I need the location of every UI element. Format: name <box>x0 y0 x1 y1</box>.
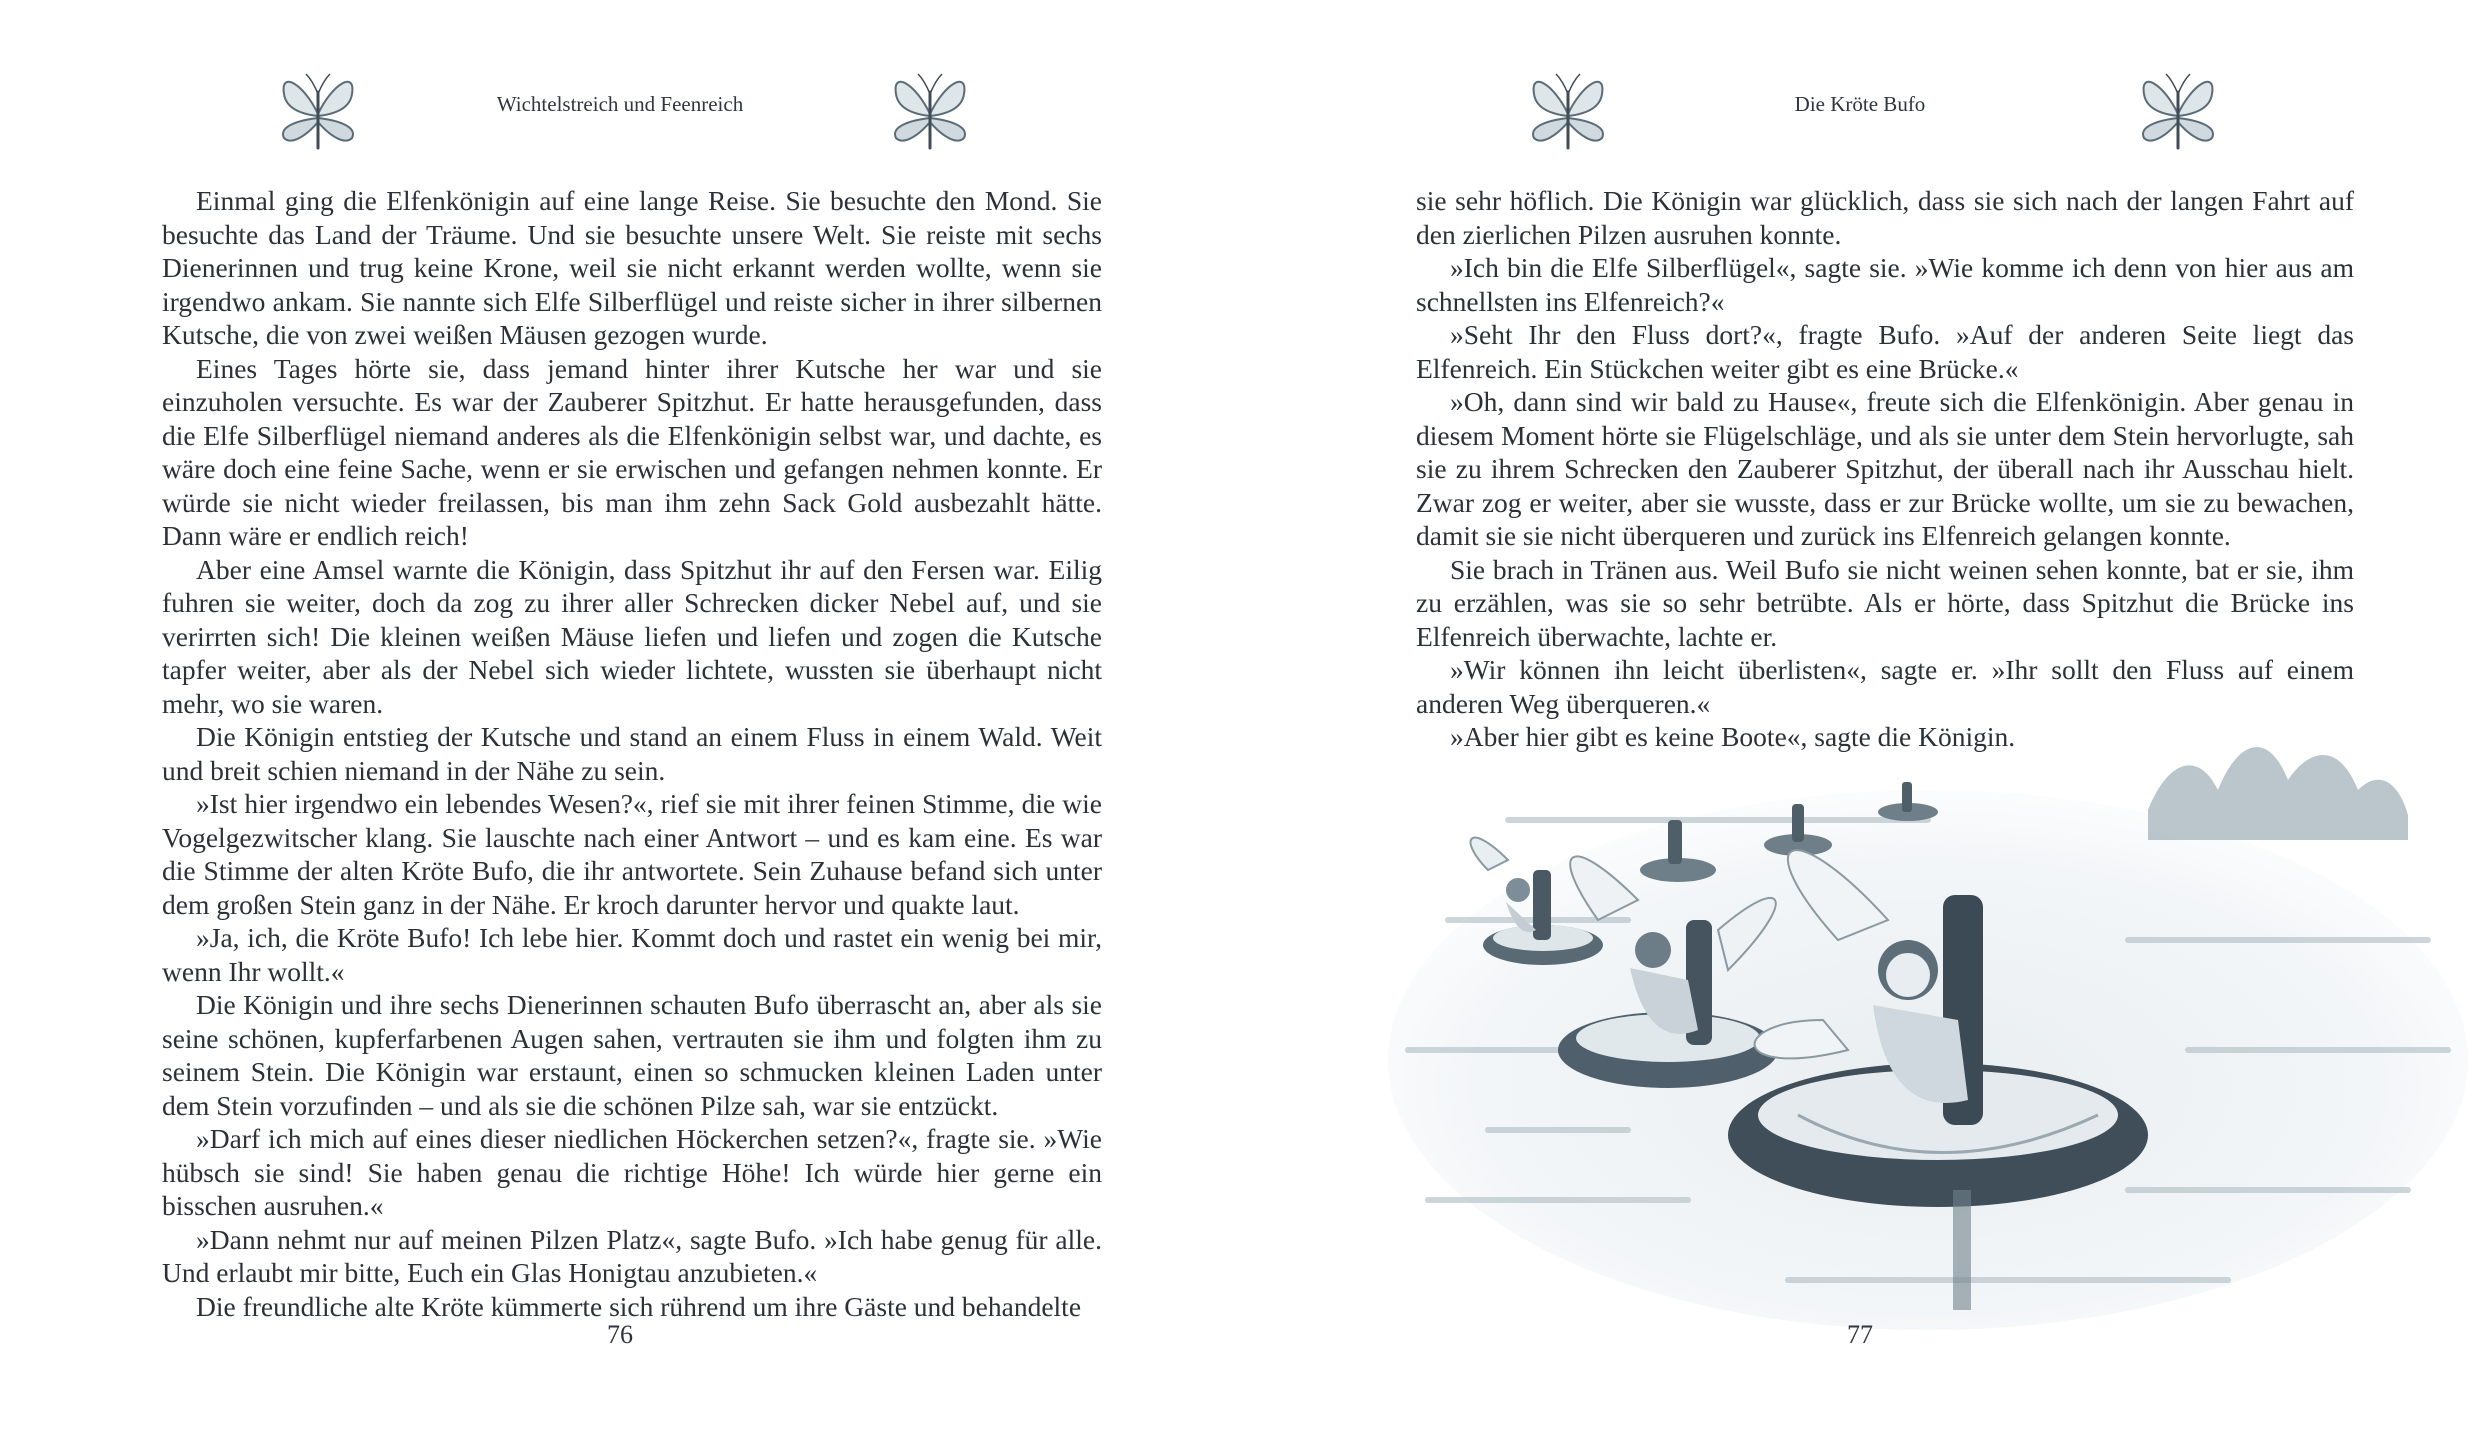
paragraph: »Darf ich mich auf eines dieser niedlichen Höckerchen setzen?«, fragte sie. »Wie hübsch sie sind! Sie haben genau die richtige Höhe! Ich würde hier gerne ein bisschen ausruhen.« <box>162 1123 1102 1221</box>
running-head: Die Kröte Bufo <box>1794 92 1926 116</box>
paragraph: »Aber hier gibt es keine Boote«, sagte die Königin. <box>1450 721 2016 752</box>
page-number: 76 <box>607 1320 633 1349</box>
running-head: Wichtelstreich und Feenreich <box>496 92 744 116</box>
paragraph: Aber eine Amsel warnte die Königin, dass Spitzhut ihr auf den Fersen war. Eilig fuhren sie weiter, doch da zog zu ihrer aller Schrecken dicker Nebel auf, und sie verirrten sich! Die kleinen weißen Mäuse liefen und liefen und zogen die Kutsche tapfer weiter, aber als der Nebel sich wieder lichtete, wussten sie überhaupt nicht mehr, wo sie waren. <box>162 553 1102 719</box>
paragraph: »Dann nehmt nur auf meinen Pilzen Platz«, sagte Bufo. »Ich habe genug für alle. Und erlaubt mir bitte, Euch ein Glas Honigtau anzubieten.« <box>162 1223 1102 1288</box>
pole-reflection <box>1953 1190 1971 1310</box>
paragraph: Die freundliche alte Kröte kümmerte sich rührend um ihre Gäste und behandelte <box>196 1290 1082 1322</box>
fairies-on-mushroom-boats-illustration <box>1368 720 2468 1340</box>
paragraph: Einmal ging die Elfenkönigin auf eine lange Reise. Sie besuchte den Mond. Sie besuchte das Land der Träume. Und sie besuchte unsere Welt. Sie reiste mit sechs Dienerinnen und trug keine Krone, weil sie nicht erkannt werden wollte, wenn sie irgendwo ankam. Sie nannte sich Elfe Silberflügel und reiste sicher in ihrer silbernen Kutsche, die von zwei weißen Mäusen gezogen wurde. <box>162 185 1102 350</box>
page-number: 77 <box>1847 1320 1873 1349</box>
paragraph: »Ja, ich, die Kröte Bufo! Ich lebe hier. Kommt doch und rastet ein wenig bei mir, wenn Ihr wollt.« <box>162 922 1102 987</box>
paragraph: »Seht Ihr den Fluss dort?«, fragte Bufo. »Auf der anderen Seite liegt das Elfenreich. Ein Stückchen weiter gibt es eine Brücke.« <box>1416 319 2354 384</box>
butterfly-icon <box>2130 64 2226 154</box>
paragraph: »Ich bin die Elfe Silberflügel«, sagte sie. »Wie komme ich denn von hier aus am schnellsten ins Elfenreich?« <box>1416 252 2354 317</box>
paragraph: sie sehr höflich. Die Königin war glücklich, dass sie sich nach der langen Fahrt auf den zierlichen Pilzen ausruhen konnte. <box>1416 185 2354 250</box>
left-page-header <box>0 64 1240 154</box>
distant-trees <box>2148 747 2408 840</box>
paragraph: »Wir können ihn leicht überlisten«, sagte er. »Ihr sollt den Fluss auf einem anderen Weg überqueren.« <box>1416 654 2354 719</box>
body-text <box>1416 184 2354 754</box>
paragraph: »Oh, dann sind wir bald zu Hause«, freute sich die Elfenkönigin. Aber genau in diesem Moment hörte sie Flügelschläge, und als sie unter dem Stein hervorlugte, sah sie zu ihrem Schrecken den Zauberer Spitzhut, der überall nach ihr Ausschau hielt. Zwar zog er weiter, aber sie wusste, dass er zur Brücke wollte, um sie zu bewachen, damit sie sie nicht überqueren und zurück ins Elfenreich gelangen konnte. <box>1416 386 2354 551</box>
paragraph: »Ist hier irgendwo ein lebendes Wesen?«, rief sie mit ihrer feinen Stimme, die wie Vogelgezwitscher klang. Sie lauschte nach einer Antwort – und es kam eine. Es war die Stimme der alten Kröte Bufo, die ihr antwortete. Sein Zuhause befand sich unter dem großen Stein ganz in der Nähe. Er kroch darunter hervor und quakte laut. <box>162 788 1102 920</box>
right-page <box>1240 0 2480 1447</box>
butterfly-icon <box>882 64 978 154</box>
right-page-header <box>1240 64 2480 154</box>
paragraph: Eines Tages hörte sie, dass jemand hinter ihrer Kutsche her war und sie einzuholen versuchte. Es war der Zauberer Spitzhut. Er hatte herausgefunden, dass die Elfe Silberflügel niemand anderes als die Elfenkönigin selbst war, und dachte, es wäre doch eine feine Sache, wenn er sie erwischen und gefangen nehmen konnte. Er würde sie nicht wieder freilassen, bis man ihm zehn Sack Gold ausbezahlt hätte. Dann wäre er endlich reich! <box>162 352 1102 551</box>
paragraph: Sie brach in Tränen aus. Weil Bufo sie nicht weinen sehen konnte, bat er sie, ihm zu erzählen, was sie so sehr betrübte. Als er hörte, dass Spitzhut die Brücke ins Elfenreich überwachte, lachte er. <box>1416 553 2354 652</box>
body-text <box>162 184 1102 1323</box>
paragraph: Die Königin und ihre sechs Dienerinnen schauten Bufo überrascht an, aber als sie seine schönen, kupferfarbenen Augen sahen, vertrauten sie ihm und folgten ihm zu seinem Stein. Die Königin war erstaunt, einen so schmucken kleinen Laden unter dem Stein vorzufinden – und als sie die schönen Pilze sah, war sie entzückt. <box>162 989 1102 1121</box>
paragraph: Die Königin entstieg der Kutsche und stand an einem Fluss in einem Wald. Weit und breit schien niemand in der Nähe zu sein. <box>162 721 1102 786</box>
